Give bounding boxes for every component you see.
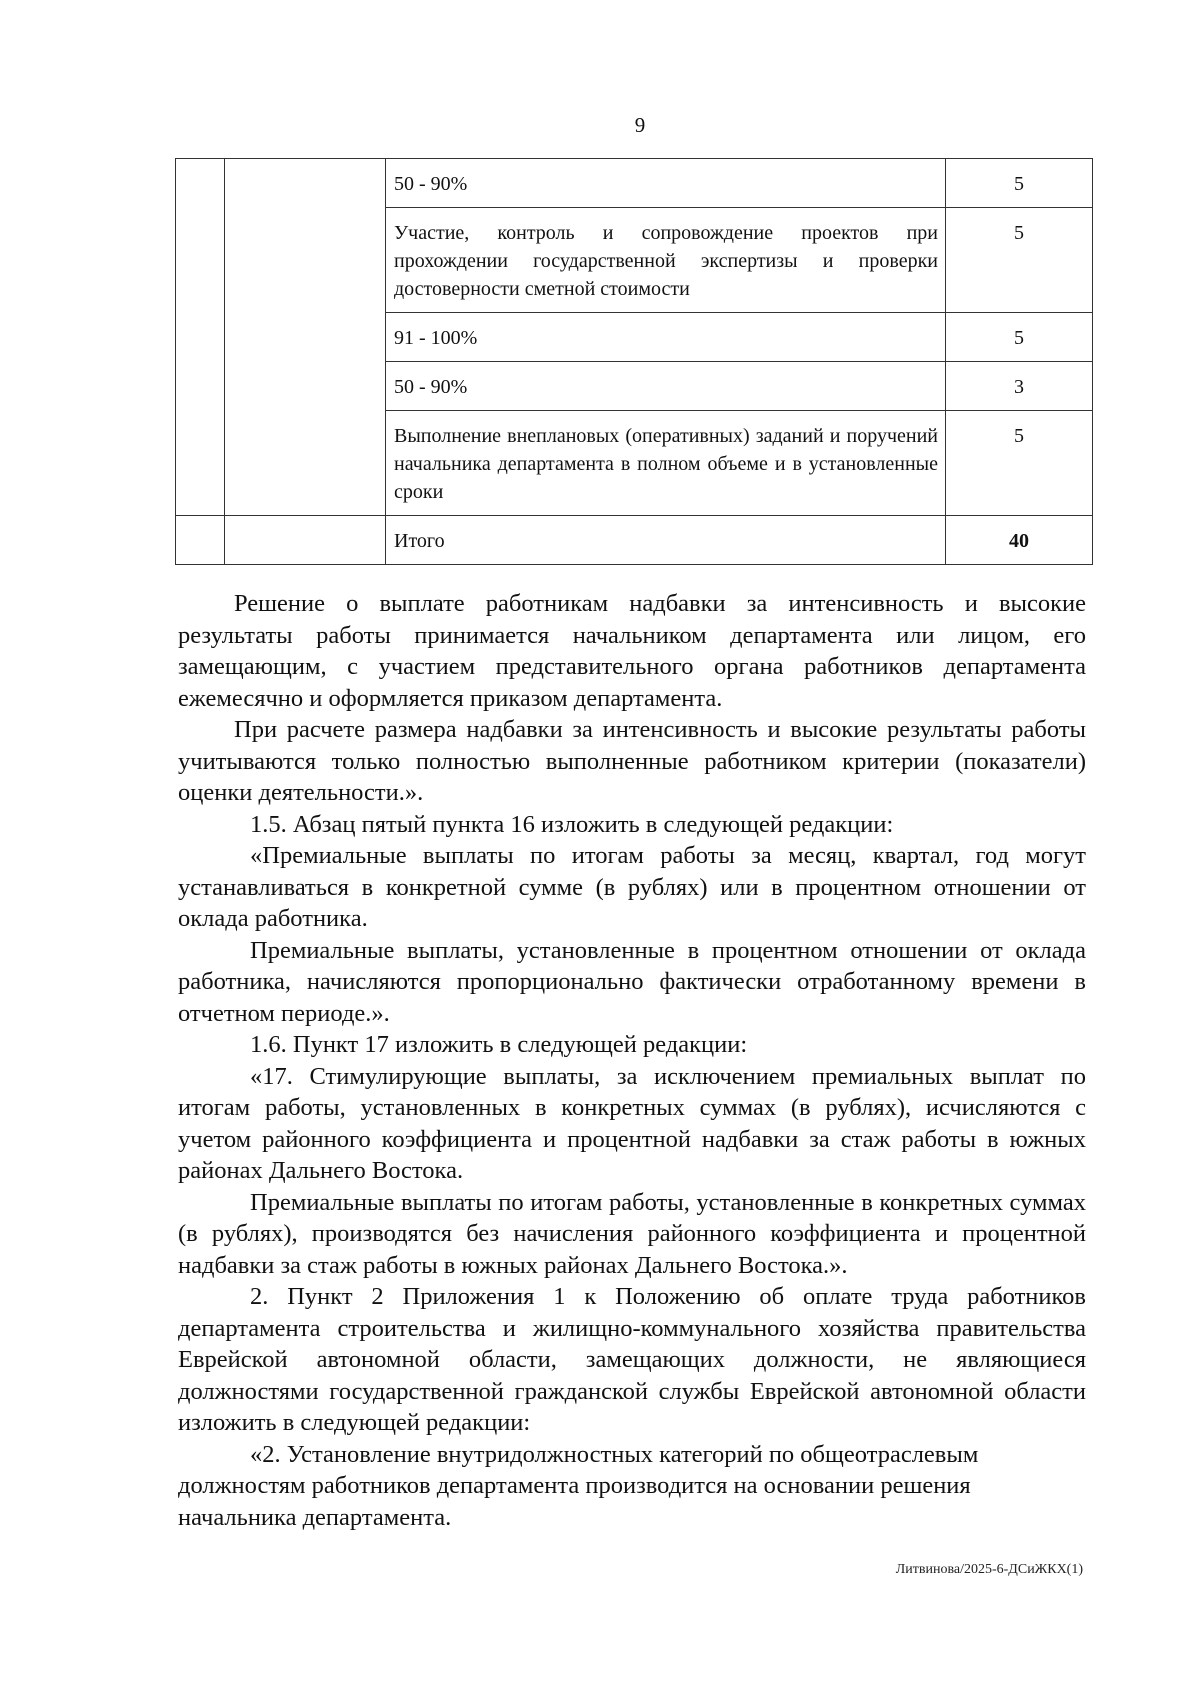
table-cell-criterion: 50 - 90% [386,159,946,208]
paragraph: Решение о выплате работникам надбавки за интенсивность и высокие результаты работы принимается начальником департамента или лицом, его замещающим, с участием представительного органа работников департамента ежемесячно и оформляется приказом департамента. [178,590,1086,712]
paragraph: Премиальные выплаты по итогам работы, установленные в конкретных суммах (в рублях), производятся без начисления районного коэффициента и процентной надбавки за стаж работы в южных районах Дальнего Востока.». [178,1188,1086,1279]
paragraph: «17. Стимулирующие выплаты, за исключением премиальных выплат по итогам работы, установленных в конкретных суммах (в рублях), исчисляются с учетом районного коэффициента и процентной надбавки за стаж работы в южных районах Дальнего Востока. [178,1062,1086,1184]
paragraph: «2. Установление внутридолжностных категорий по общеотраслевым должностям работников департамента производится на основании решения начальника департамента. [178,1440,979,1531]
paragraph: «Премиальные выплаты по итогам работы за месяц, квартал, год могут устанавливаться в конкретной сумме (в рублях) или в процентном отношении от оклада работника. [178,842,1086,932]
table-cell-criterion: Выполнение внеплановых (оперативных) заданий и поручений начальника департамента в полном объеме и в установленные сроки [386,411,946,516]
table-cell-points: 3 [946,362,1093,411]
table-cell-points: 5 [946,208,1093,313]
evaluation-table [175,158,1093,565]
paragraph: При расчете размера надбавки за интенсивность и высокие результаты работы учитываются только полностью выполненные работником критерии (показатели) оценки деятельности.». [178,716,1086,806]
table-total-points: 40 [946,516,1093,565]
table-cell-criterion: Участие, контроль и сопровождение проектов при прохождении государственной экспертизы и проверки достоверности сметной стоимости [386,208,946,313]
paragraph: 1.5. Абзац пятый пункта 16 изложить в следующей редакции: [250,810,894,838]
table-cell-points: 5 [946,313,1093,362]
table-cell-indicator [225,159,386,516]
table-cell-indicator [225,516,386,565]
document-body [178,588,1086,1533]
footer-reference: Литвинова/2025-6-ДСиЖКХ(1) [895,1562,1083,1577]
paragraph: Премиальные выплаты, установленные в процентном отношении от оклада работника, начисляются пропорционально фактически отработанному времени в отчетном периоде.». [178,936,1086,1027]
table-total-row [176,516,1093,565]
page-number: 9 [634,113,646,137]
paragraph: 2. Пункт 2 Приложения 1 к Положению об оплате труда работников департамента строительства и жилищно-коммунального хозяйства правительства Еврейской автономной области, замещающих должности, не являющиеся должностями государственной гражданской службы Еврейской автономной области изложить в следующей редакции: [178,1283,1086,1436]
paragraph: 1.6. Пункт 17 изложить в следующей редакции: [250,1031,748,1058]
table-cell-criterion: 50 - 90% [386,362,946,411]
table-total-label: Итого [386,516,946,565]
table-cell-points: 5 [946,159,1093,208]
table-cell-number [176,159,225,516]
table-row [176,159,1093,208]
table-cell-points: 5 [946,411,1093,516]
table-cell-number [176,516,225,565]
table-cell-criterion: 91 - 100% [386,313,946,362]
